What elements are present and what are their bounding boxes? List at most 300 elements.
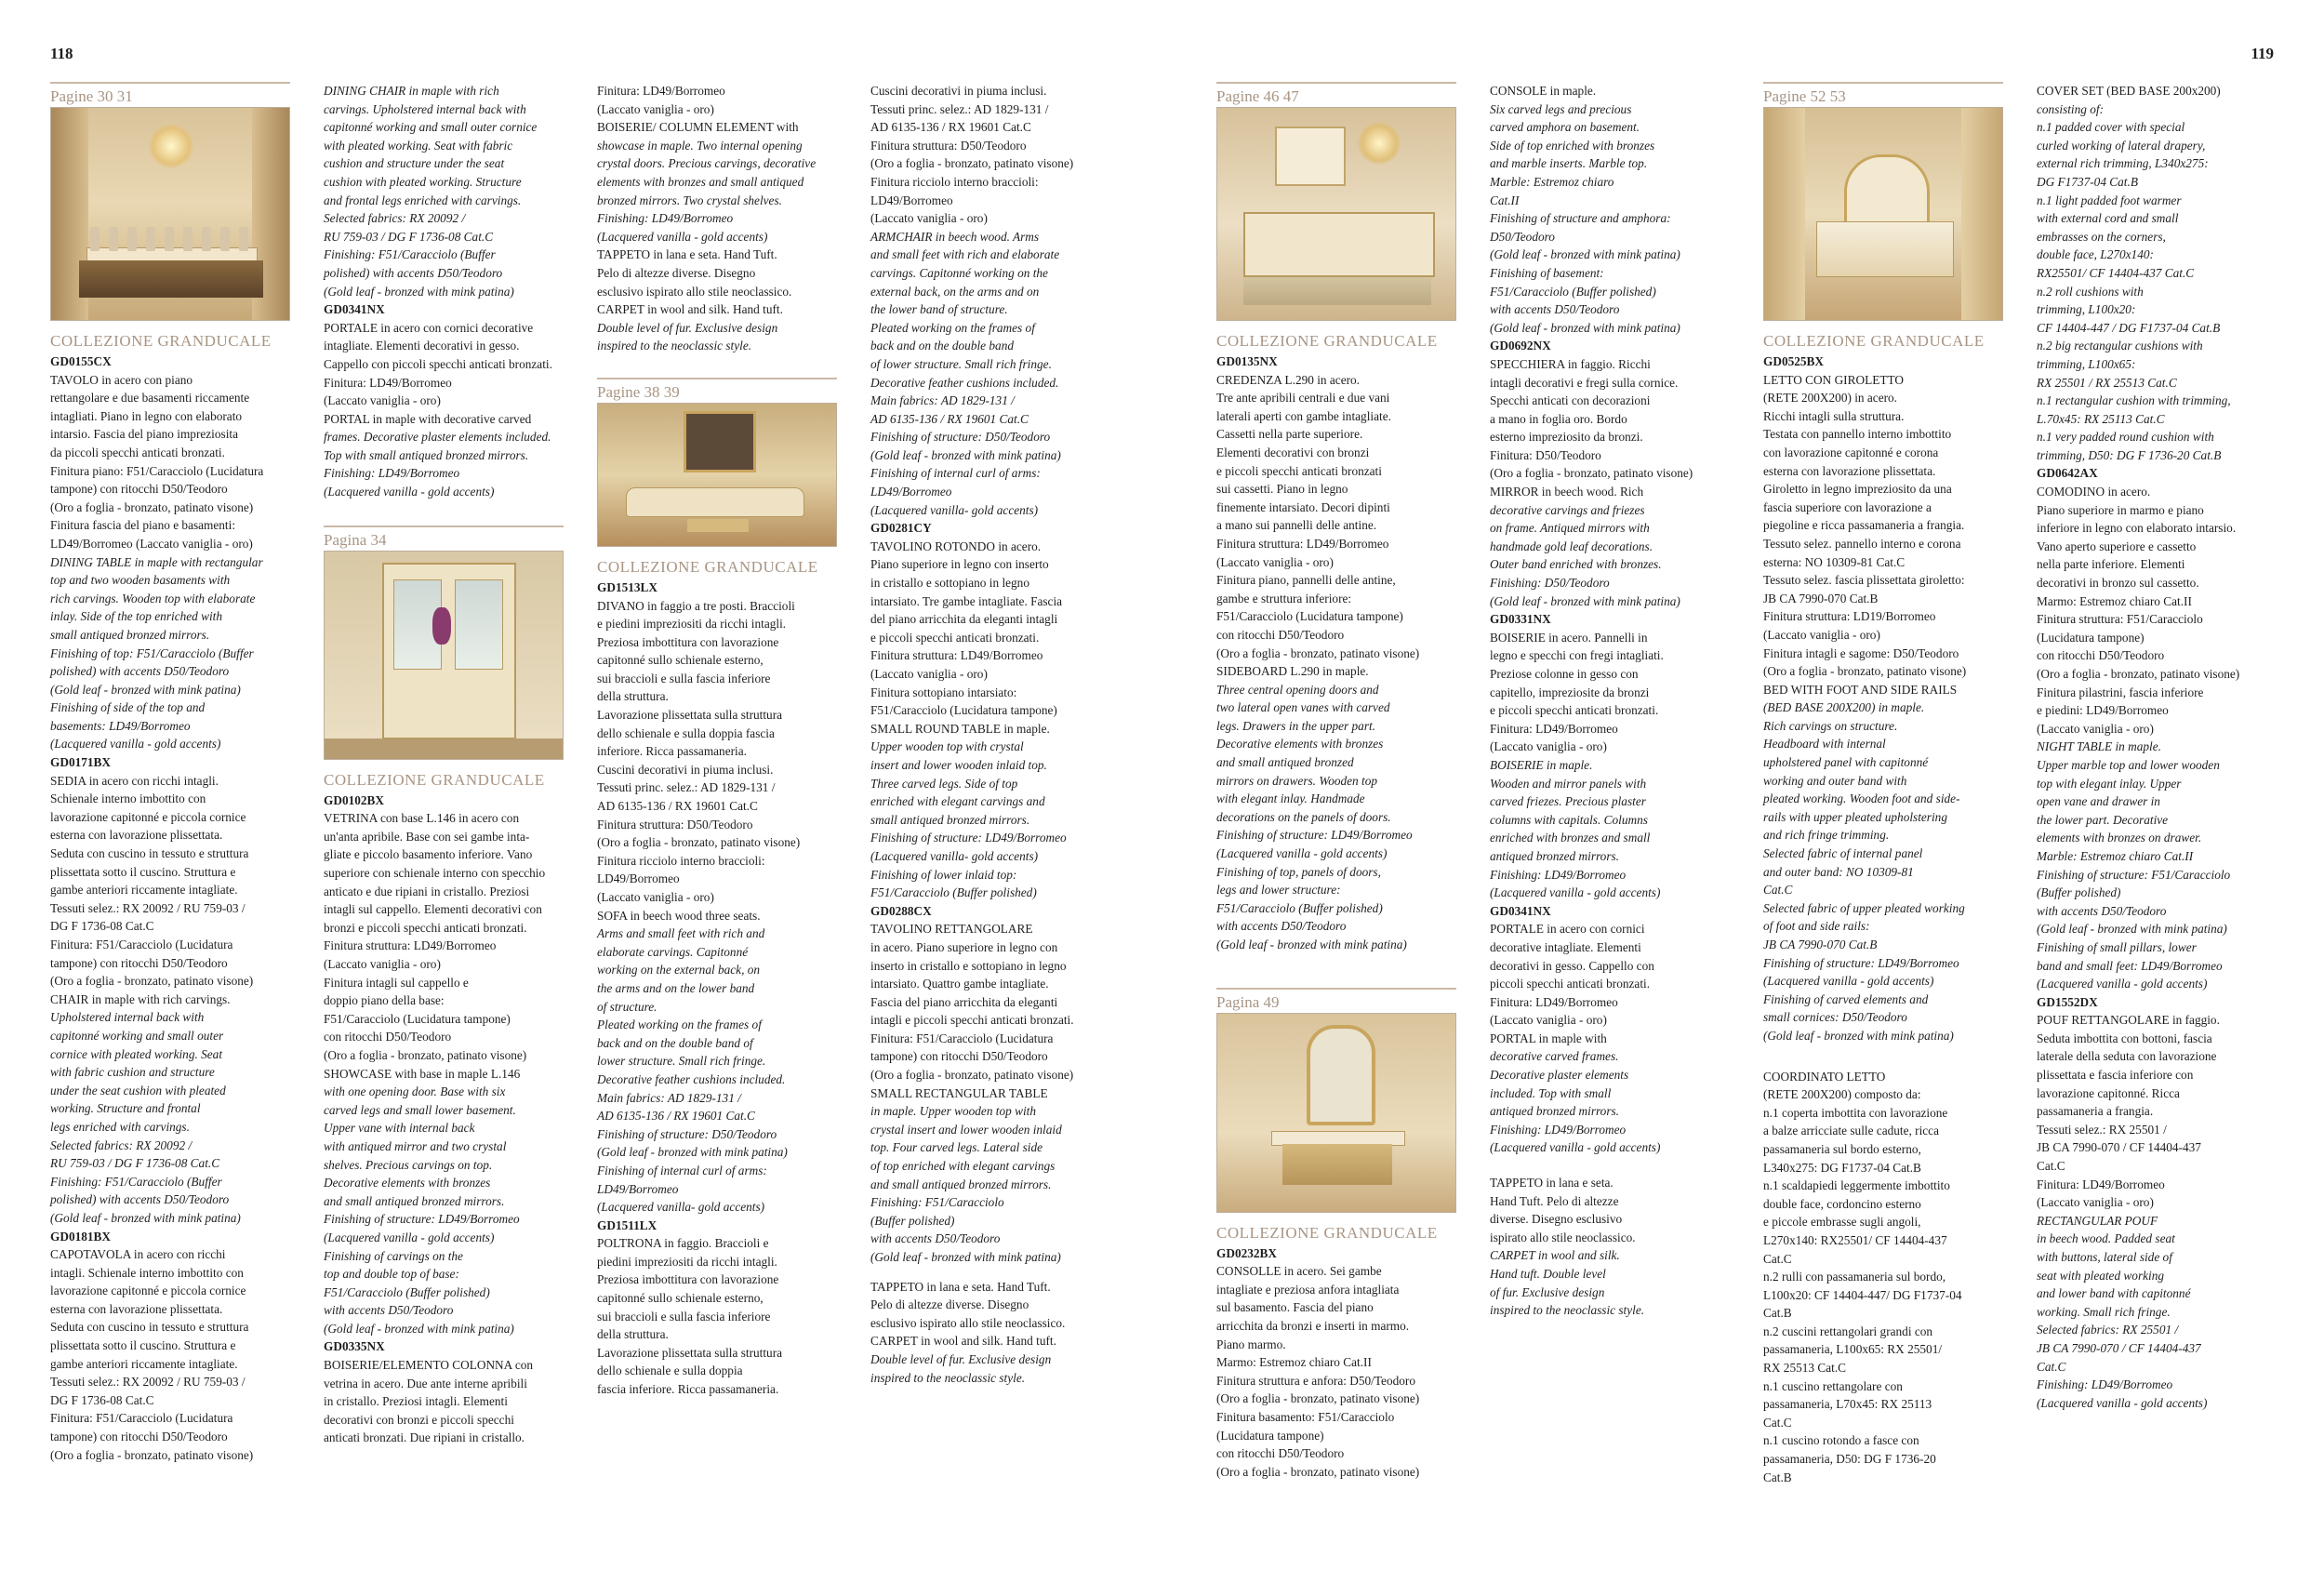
columns.2.blocks.10.lines-line: the arms and on the lower band bbox=[597, 980, 755, 995]
columns.4.blocks.11.lines-line: (Oro a foglia - bronzato, patinato visone) bbox=[1216, 1464, 1420, 1479]
product-code: GD0135NX bbox=[1216, 354, 1278, 368]
columns.1.blocks.10.lines-line: Decorative elements with bronzes bbox=[324, 1176, 491, 1191]
columns.0.blocks.5.lines-line: Finishing of side of the top and bbox=[50, 700, 206, 715]
product-code: GD0288CX bbox=[870, 903, 932, 918]
columns.0.blocks.5.lines-line: (Gold leaf - bronzed with mink patina) bbox=[50, 682, 241, 697]
columns.2.blocks.10.lines-line: Finishing of internal curl of arms: bbox=[597, 1163, 767, 1177]
columns.6.blocks.5.lines-line: rails with upper pleated upholstering bbox=[1763, 809, 1947, 824]
page-reference-heading: Pagine 46 47 bbox=[1216, 82, 1456, 107]
columns.1.blocks.9.lines-line: bronzi e piccoli specchi anticati bronzati. bbox=[324, 920, 527, 935]
column-8 bbox=[2037, 82, 2277, 1412]
columns.7.blocks.1.lines-line: with external cord and small bbox=[2037, 211, 2179, 226]
furniture-photo-vitrine bbox=[324, 551, 564, 760]
columns.7.blocks.1.lines-line: n.1 padded cover with special bbox=[2037, 120, 2185, 135]
english-description bbox=[2037, 738, 2277, 992]
columns.6.blocks.5.lines-line: (BED BASE 200X200) in maple. bbox=[1763, 700, 1925, 715]
columns.5.blocks.13.lines-line: CARPET in wool and silk. bbox=[1490, 1248, 1620, 1263]
columns.2.blocks.9.lines-line: Tessuti princ. selez.: AD 1829-131 / bbox=[597, 780, 776, 795]
columns.1.blocks.10.lines-line: Upper vane with internal back bbox=[324, 1121, 475, 1136]
columns.6.blocks.7.lines-line: passamaneria, L100x65: RX 25501/ bbox=[1763, 1342, 1943, 1357]
spacer bbox=[1216, 954, 1456, 988]
columns.7.blocks.7.lines-line: Finishing: LD49/Borromeo bbox=[2037, 1377, 2173, 1392]
columns.1.blocks.9.lines-line: un'anta apribile. Base con sei gambe inta- bbox=[324, 829, 530, 844]
columns.3.blocks.0.lines-line: Tessuti princ. selez.: AD 1829-131 / bbox=[870, 101, 1049, 116]
columns.3.blocks.3.lines-line: intarsiato. Tre gambe intagliate. Fascia bbox=[870, 593, 1063, 608]
columns.0.blocks.8.lines-line: capitonné working and small outer bbox=[50, 1028, 224, 1043]
columns.3.blocks.1.lines-line: LD49/Borromeo bbox=[870, 485, 952, 499]
columns.7.blocks.1.lines-line: double face, L270x140: bbox=[2037, 247, 2154, 262]
italian-description bbox=[324, 1356, 564, 1447]
italian-description bbox=[870, 82, 1110, 228]
columns.7.blocks.7.lines-line: Selected fabrics: RX 25501 / bbox=[2037, 1323, 2179, 1337]
columns.6.blocks.7.lines-line: double face, cordoncino esterno bbox=[1763, 1196, 1921, 1211]
columns.2.blocks.9.lines-line: LD49/Borromeo bbox=[597, 871, 680, 886]
columns.1.blocks.2.lines-line: PORTALE in acero con cornici decorative bbox=[324, 320, 534, 335]
columns.3.blocks.9.lines-line: esclusivo ispirato allo stile neoclassico. bbox=[870, 1315, 1066, 1330]
columns.3.blocks.3.lines-line: TAVOLINO ROTONDO in acero. bbox=[870, 539, 1042, 553]
columns.0.blocks.8.lines-line: with fabric cushion and structure bbox=[50, 1065, 215, 1080]
columns.1.blocks.9.lines-line: F51/Caracciolo (Lucidatura tampone) bbox=[324, 1011, 511, 1026]
columns.6.blocks.4.lines-line: BED WITH FOOT AND SIDE RAILS bbox=[1763, 682, 1958, 697]
columns.5.blocks.3.lines-line: (Oro a foglia - bronzato, patinato visone) bbox=[1490, 466, 1693, 481]
columns.4.blocks.4.lines-line: laterali aperti con gambe intagliate. bbox=[1216, 408, 1391, 423]
page-reference-heading: Pagine 30 31 bbox=[50, 82, 290, 107]
columns.5.blocks.7.lines-line: Wooden and mirror panels with bbox=[1490, 776, 1647, 791]
columns.2.blocks.2.lines-line: Pelo di altezze diverse. Disegno bbox=[597, 265, 756, 280]
columns.6.blocks.4.lines-line: Giroletto in legno impreziosito da una bbox=[1763, 482, 1952, 497]
columns.3.blocks.1.lines-line: AD 6135-136 / RX 19601 Cat.C bbox=[870, 411, 1029, 426]
columns.6.blocks.5.lines-line: Cat.C bbox=[1763, 883, 1793, 898]
columns.1.blocks.10.lines-line: with accents D50/Teodoro bbox=[324, 1303, 454, 1318]
columns.0.blocks.10.lines-line: gambe anteriori riccamente intagliate. bbox=[50, 1356, 238, 1371]
columns.4.blocks.5.lines-line: (Lacquered vanilla - gold accents) bbox=[1216, 846, 1388, 861]
columns.0.blocks.10.lines-line: (Oro a foglia - bronzato, patinato visone) bbox=[50, 1447, 254, 1462]
columns.7.blocks.1.lines-line: n.1 rectangular cushion with trimming, bbox=[2037, 393, 2231, 408]
columns.3.blocks.3.lines-line: Piano superiore in legno con inserto bbox=[870, 557, 1049, 572]
columns.5.blocks.6.lines-line: legno e specchi con fregi intagliati. bbox=[1490, 648, 1664, 663]
italian-description bbox=[1490, 629, 1730, 756]
product-code: GD0171BX bbox=[50, 755, 112, 770]
columns.6.blocks.7.lines-line: L100x20: CF 14404-447/ DG F1737-04 bbox=[1763, 1287, 1962, 1302]
columns.0.blocks.4.lines-line: rettangolare e due basamenti riccamente bbox=[50, 391, 250, 406]
columns.7.blocks.6.lines-line: plissettata e fascia inferiore con bbox=[2037, 1068, 2194, 1083]
columns.2.blocks.12.lines-line: dello schienale e sulla doppia bbox=[597, 1364, 743, 1378]
columns.2.blocks.9.lines-line: SOFA in beech wood three seats. bbox=[597, 908, 761, 923]
columns.3.blocks.0.lines-line: AD 6135-136 / RX 19601 Cat.C bbox=[870, 120, 1031, 135]
product-code: GD0341NX bbox=[1490, 903, 1551, 918]
columns.7.blocks.1.lines-line: RX25501/ CF 14404-437 Cat.C bbox=[2037, 265, 2195, 280]
columns.0.blocks.7.lines-line: lavorazione capitonné e piccola cornice bbox=[50, 809, 246, 824]
columns.2.blocks.10.lines-line: Pleated working on the frames of bbox=[597, 1018, 762, 1032]
columns.3.blocks.9.lines-line: Pelo di altezze diverse. Disegno bbox=[870, 1297, 1029, 1312]
product-code: GD0331NX bbox=[1490, 612, 1551, 627]
columns.7.blocks.3.lines-line: (Lucidatura tampone) bbox=[2037, 630, 2145, 645]
columns.3.blocks.1.lines-line: Finishing of structure: D50/Teodoro bbox=[870, 430, 1051, 445]
columns.1.blocks.12.lines-line: vetrina in acero. Due ante interne apribili bbox=[324, 1376, 527, 1390]
columns.6.blocks.4.lines-line: Testata con pannello interno imbottito bbox=[1763, 427, 1952, 442]
columns.2.blocks.9.lines-line: Cuscini decorativi in piuma inclusi. bbox=[597, 762, 774, 777]
columns.7.blocks.1.lines-line: n.2 big rectangular cushions with bbox=[2037, 339, 2203, 353]
columns.0.blocks.4.lines-line: Finitura piano: F51/Caracciolo (Lucidatura bbox=[50, 463, 264, 478]
columns.1.blocks.3.lines-line: (Lacquered vanilla - gold accents) bbox=[324, 485, 495, 499]
columns.3.blocks.1.lines-line: (Gold leaf - bronzed with mink patina) bbox=[870, 447, 1061, 462]
columns.6.blocks.4.lines-line: JB CA 7990-070 Cat.B bbox=[1763, 591, 1879, 605]
columns.2.blocks.2.lines-line: TAPPETO in lana e seta. Hand Tuft. bbox=[597, 247, 777, 262]
columns.3.blocks.7.lines-line: in maple. Upper wooden top with bbox=[870, 1104, 1037, 1119]
columns.6.blocks.5.lines-line: Selected fabric of upper pleated working bbox=[1763, 900, 1965, 915]
columns.6.blocks.7.lines-line: Cat.B bbox=[1763, 1470, 1792, 1484]
columns.6.blocks.5.lines-line: Headboard with internal bbox=[1763, 737, 1886, 752]
columns.4.blocks.5.lines-line: two lateral open vanes with carved bbox=[1216, 700, 1390, 715]
columns.3.blocks.4.lines-line: Finishing of structure: LD49/Borromeo bbox=[870, 831, 1067, 845]
columns.2.blocks.9.lines-line: capitonné sullo schienale esterno, bbox=[597, 653, 764, 668]
columns.2.blocks.3.lines-line: Double level of fur. Exclusive design bbox=[597, 320, 778, 335]
columns.6.blocks.5.lines-line: Finishing of structure: LD49/Borromeo bbox=[1763, 955, 1959, 970]
columns.4.blocks.11.lines-line: Piano marmo. bbox=[1216, 1337, 1286, 1351]
columns.5.blocks.1.lines-line: and marble inserts. Marble top. bbox=[1490, 156, 1648, 171]
columns.5.blocks.3.lines-line: Finitura: D50/Teodoro bbox=[1490, 447, 1601, 462]
page-reference-heading: Pagina 49 bbox=[1216, 988, 1456, 1013]
columns.1.blocks.0.lines-line: and frontal legs enriched with carvings. bbox=[324, 193, 522, 207]
columns.3.blocks.0.lines-line: LD49/Borromeo bbox=[870, 193, 953, 207]
columns.5.blocks.3.lines-line: a mano in foglia oro. Bordo bbox=[1490, 411, 1627, 426]
columns.3.blocks.4.lines-line: enriched with elegant carvings and bbox=[870, 794, 1045, 809]
columns.6.blocks.7.lines-line: Cat.C bbox=[1763, 1415, 1792, 1430]
italian-description bbox=[870, 538, 1110, 738]
columns.5.blocks.12.lines-line: ispirato allo stile neoclassico. bbox=[1490, 1230, 1636, 1244]
columns.3.blocks.1.lines-line: external back, on the arms and on bbox=[870, 284, 1040, 299]
columns.4.blocks.11.lines-line: (Lucidatura tampone) bbox=[1216, 1428, 1324, 1443]
columns.0.blocks.5.lines-line: polished) with accents D50/Teodoro bbox=[50, 664, 230, 679]
columns.0.blocks.10.lines-line: CAPOTAVOLA in acero con ricchi bbox=[50, 1247, 226, 1262]
english-description bbox=[1216, 681, 1456, 954]
columns.2.blocks.10.lines-line: AD 6135-136 / RX 19601 Cat.C bbox=[597, 1109, 755, 1124]
columns.2.blocks.12.lines-line: Lavorazione plissettata sulla struttura bbox=[597, 1345, 783, 1360]
columns.1.blocks.10.lines-line: Finishing of structure: LD49/Borromeo bbox=[324, 1212, 520, 1227]
columns.0.blocks.4.lines-line: tampone) con ritocchi D50/Teodoro bbox=[50, 482, 228, 497]
columns.6.blocks.7.lines-line: n.1 cuscino rettangolare con bbox=[1763, 1378, 1903, 1393]
columns.7.blocks.3.lines-line: Vano aperto superiore e cassetto bbox=[2037, 539, 2197, 553]
columns.0.blocks.4.lines-line: intagliati. Piano in legno con elaborato bbox=[50, 408, 243, 423]
columns.1.blocks.0.lines-line: carvings. Upholstered internal back with bbox=[324, 101, 526, 116]
columns.3.blocks.0.lines-line: Finitura ricciolo interno braccioli: bbox=[870, 174, 1039, 189]
columns.5.blocks.4.lines-line: on frame. Antiqued mirrors with bbox=[1490, 521, 1650, 536]
columns.4.blocks.5.lines-line: legs. Drawers in the upper part. bbox=[1216, 718, 1376, 733]
columns.0.blocks.8.lines-line: (Gold leaf - bronzed with mink patina) bbox=[50, 1210, 241, 1225]
columns.7.blocks.6.lines-line: passamaneria a frangia. bbox=[2037, 1104, 2154, 1119]
page-number-right: 119 bbox=[2251, 45, 2274, 62]
columns.3.blocks.6.lines-line: tampone) con ritocchi D50/Teodoro bbox=[870, 1049, 1048, 1064]
italian-description bbox=[870, 1278, 1110, 1350]
columns.5.blocks.7.lines-line: Finishing: LD49/Borromeo bbox=[1490, 867, 1627, 882]
columns.1.blocks.0.lines-line: capitonné working and small outer cornice bbox=[324, 120, 538, 135]
columns.5.blocks.3.lines-line: SPECCHIERA in faggio. Ricchi bbox=[1490, 356, 1651, 371]
columns.2.blocks.10.lines-line: LD49/Borromeo bbox=[597, 1181, 679, 1196]
columns.7.blocks.7.lines-line: in beech wood. Padded seat bbox=[2037, 1231, 2175, 1246]
columns.2.blocks.10.lines-line: lower structure. Small rich fringe. bbox=[597, 1054, 766, 1069]
columns.1.blocks.9.lines-line: gliate e piccolo basamento inferiore. Vano bbox=[324, 847, 533, 862]
columns.4.blocks.4.lines-line: finemente intarsiato. Decori dipinti bbox=[1216, 499, 1390, 514]
columns.2.blocks.9.lines-line: DIVANO in faggio a tre posti. Braccioli bbox=[597, 598, 795, 613]
italian-description bbox=[2037, 82, 2277, 100]
collection-title: COLLEZIONE GRANDUCALE bbox=[1763, 332, 1985, 350]
columns.3.blocks.9.lines-line: CARPET in wool and silk. Hand tuft. bbox=[870, 1334, 1056, 1349]
columns.2.blocks.0.lines-line: (Laccato vaniglia - oro) bbox=[597, 101, 714, 116]
columns.5.blocks.6.lines-line: BOISERIE in acero. Pannelli in bbox=[1490, 630, 1648, 645]
columns.0.blocks.4.lines-line: LD49/Borromeo (Laccato vaniglia - oro) bbox=[50, 536, 253, 551]
columns.7.blocks.3.lines-line: nella parte inferiore. Elementi bbox=[2037, 557, 2185, 572]
columns.5.blocks.6.lines-line: Finitura: LD49/Borromeo bbox=[1490, 721, 1618, 736]
columns.7.blocks.6.lines-line: lavorazione capitonné. Ricca bbox=[2037, 1085, 2180, 1100]
columns.7.blocks.4.lines-line: (Buffer polished) bbox=[2037, 885, 2121, 900]
columns.3.blocks.0.lines-line: Cuscini decorativi in piuma inclusi. bbox=[870, 84, 1047, 98]
columns.1.blocks.10.lines-line: and small antiqued bronzed mirrors. bbox=[324, 1193, 505, 1208]
columns.7.blocks.6.lines-line: JB CA 7990-070 / CF 14404-437 bbox=[2037, 1140, 2201, 1155]
collection-title: COLLEZIONE GRANDUCALE bbox=[1216, 332, 1438, 350]
english-description bbox=[870, 228, 1110, 520]
columns.1.blocks.2.lines-line: (Laccato vaniglia - oro) bbox=[324, 393, 441, 408]
columns.3.blocks.6.lines-line: (Oro a foglia - bronzato, patinato visone) bbox=[870, 1068, 1074, 1083]
columns.3.blocks.6.lines-line: TAVOLINO RETTANGOLARE bbox=[870, 922, 1033, 937]
columns.0.blocks.10.lines-line: lavorazione capitonné e piccola cornice bbox=[50, 1284, 246, 1298]
columns.3.blocks.4.lines-line: insert and lower wooden inlaid top. bbox=[870, 757, 1047, 772]
columns.4.blocks.4.lines-line: e piccoli specchi anticati bronzati bbox=[1216, 463, 1382, 478]
columns.0.blocks.7.lines-line: Finitura: F51/Caracciolo (Lucidatura bbox=[50, 938, 233, 951]
product-code: GD0642AX bbox=[2037, 466, 2098, 481]
columns.5.blocks.1.lines-line: Finishing of structure and amphora: bbox=[1490, 211, 1671, 226]
columns.1.blocks.9.lines-line: Finitura struttura: LD49/Borromeo bbox=[324, 938, 497, 953]
product-code: GD0692NX bbox=[1490, 339, 1551, 353]
product-code: GD0181BX bbox=[50, 1229, 112, 1244]
columns.2.blocks.1.lines-line: (Lacquered vanilla - gold accents) bbox=[597, 229, 768, 244]
english-description bbox=[1490, 100, 1730, 338]
columns.1.blocks.0.lines-line: polished) with accents D50/Teodoro bbox=[324, 265, 503, 280]
columns.5.blocks.3.lines-line: MIRROR in beech wood. Rich bbox=[1490, 485, 1644, 499]
columns.0.blocks.5.lines-line: basements: LD49/Borromeo bbox=[50, 718, 191, 733]
columns.6.blocks.7.lines-line: n.2 cuscini rettangolari grandi con bbox=[1763, 1324, 1933, 1338]
columns.5.blocks.6.lines-line: e piccoli specchi anticati bronzati. bbox=[1490, 703, 1659, 718]
english-description bbox=[597, 137, 837, 246]
product-code: GD0525BX bbox=[1763, 354, 1825, 368]
italian-description bbox=[597, 597, 837, 925]
columns.7.blocks.3.lines-line: con ritocchi D50/Teodoro bbox=[2037, 648, 2165, 663]
columns.3.blocks.6.lines-line: intarsiato. Quattro gambe intagliate. bbox=[870, 977, 1049, 991]
italian-description bbox=[324, 319, 564, 429]
columns.3.blocks.9.lines-line: TAPPETO in lana e seta. Hand Tuft. bbox=[870, 1279, 1051, 1294]
columns.4.blocks.5.lines-line: F51/Caracciolo (Buffer polished) bbox=[1216, 900, 1383, 915]
columns.5.blocks.10.lines-line: Finishing: LD49/Borromeo bbox=[1490, 1122, 1627, 1137]
columns.6.blocks.5.lines-line: (Lacquered vanilla - gold accents) bbox=[1763, 974, 1934, 989]
columns.0.blocks.7.lines-line: gambe anteriori riccamente intagliate. bbox=[50, 883, 238, 898]
columns.4.blocks.11.lines-line: CONSOLLE in acero. Sei gambe bbox=[1216, 1264, 1382, 1279]
columns.7.blocks.6.lines-line: Tessuti selez.: RX 25501 / bbox=[2037, 1122, 2167, 1137]
columns.3.blocks.6.lines-line: in acero. Piano superiore in legno con bbox=[870, 939, 1058, 954]
columns.5.blocks.4.lines-line: (Gold leaf - bronzed with mink patina) bbox=[1490, 593, 1680, 608]
columns.6.blocks.4.lines-line: Tessuto selez. fascia plissettata giroletto: bbox=[1763, 573, 1965, 588]
columns.2.blocks.12.lines-line: Preziosa imbottitura con lavorazione bbox=[597, 1272, 779, 1287]
columns.5.blocks.4.lines-line: decorative carvings and friezes bbox=[1490, 502, 1645, 517]
columns.5.blocks.3.lines-line: esterno impreziosito da bronzi. bbox=[1490, 430, 1643, 445]
columns.3.blocks.6.lines-line: intagli e piccoli specchi anticati bronzati. bbox=[870, 1013, 1074, 1028]
columns.4.blocks.11.lines-line: Finitura basamento: F51/Caracciolo bbox=[1216, 1409, 1395, 1424]
columns.6.blocks.7.lines-line: L270x140: RX25501/ CF 14404-437 bbox=[1763, 1232, 1947, 1247]
columns.7.blocks.4.lines-line: (Gold leaf - bronzed with mink patina) bbox=[2037, 922, 2227, 937]
columns.3.blocks.6.lines-line: Finitura: F51/Caracciolo (Lucidatura bbox=[870, 1031, 1054, 1045]
columns.3.blocks.1.lines-line: the lower band of structure. bbox=[870, 302, 1008, 317]
columns.5.blocks.12.lines-line: Hand Tuft. Pelo di altezze bbox=[1490, 1193, 1619, 1208]
columns.1.blocks.0.lines-line: Selected fabrics: RX 20092 / bbox=[324, 211, 466, 226]
columns.4.blocks.4.lines-line: con ritocchi D50/Teodoro bbox=[1216, 627, 1345, 642]
columns.0.blocks.7.lines-line: tampone) con ritocchi D50/Teodoro bbox=[50, 955, 228, 970]
columns.1.blocks.10.lines-line: Finishing of carvings on the bbox=[324, 1248, 463, 1263]
columns.2.blocks.10.lines-line: Finishing of structure: D50/Teodoro bbox=[597, 1126, 777, 1141]
column-7 bbox=[1763, 82, 2003, 1486]
column-3 bbox=[597, 82, 837, 1399]
columns.0.blocks.7.lines-line: plissettata sotto il cuscino. Struttura e bbox=[50, 864, 236, 879]
italian-description bbox=[2037, 1011, 2277, 1212]
columns.3.blocks.0.lines-line: (Laccato vaniglia - oro) bbox=[870, 211, 988, 226]
italian-description bbox=[870, 920, 1110, 1102]
column-4 bbox=[870, 82, 1110, 1387]
columns.1.blocks.2.lines-line: Finitura: LD49/Borromeo bbox=[324, 375, 452, 390]
columns.1.blocks.9.lines-line: (Oro a foglia - bronzato, patinato visone) bbox=[324, 1047, 527, 1062]
columns.2.blocks.9.lines-line: (Oro a foglia - bronzato, patinato visone) bbox=[597, 835, 801, 850]
columns.5.blocks.7.lines-line: antiqued bronzed mirrors. bbox=[1490, 848, 1620, 863]
columns.5.blocks.9.lines-line: decorative intagliate. Elementi bbox=[1490, 939, 1641, 954]
columns.5.blocks.6.lines-line: capitello, impreziosite da bronzi bbox=[1490, 685, 1650, 699]
english-description bbox=[1490, 1246, 1730, 1319]
columns.2.blocks.1.lines-line: Finishing: LD49/Borromeo bbox=[597, 211, 734, 226]
columns.2.blocks.9.lines-line: e piedini impreziositi da ricchi intagli. bbox=[597, 617, 787, 632]
columns.7.blocks.6.lines-line: laterale della seduta con lavorazione bbox=[2037, 1049, 2217, 1064]
columns.5.blocks.9.lines-line: PORTAL in maple with bbox=[1490, 1031, 1607, 1045]
columns.3.blocks.3.lines-line: SMALL ROUND TABLE in maple. bbox=[870, 721, 1050, 736]
columns.1.blocks.10.lines-line: F51/Caracciolo (Buffer polished) bbox=[324, 1284, 490, 1299]
columns.4.blocks.5.lines-line: mirrors on drawers. Wooden top bbox=[1216, 773, 1378, 788]
product-code: GD1552DX bbox=[2037, 994, 2098, 1009]
columns.6.blocks.5.lines-line: small cornices: D50/Teodoro bbox=[1763, 1010, 1907, 1025]
columns.7.blocks.4.lines-line: band and small feet: LD49/Borromeo bbox=[2037, 958, 2223, 973]
columns.4.blocks.5.lines-line: legs and lower structure: bbox=[1216, 883, 1341, 898]
page-reference-heading: Pagine 38 39 bbox=[597, 378, 837, 403]
columns.7.blocks.4.lines-line: the lower part. Decorative bbox=[2037, 812, 2169, 827]
columns.3.blocks.0.lines-line: Finitura struttura: D50/Teodoro bbox=[870, 138, 1027, 153]
columns.7.blocks.1.lines-line: embrasses on the corners, bbox=[2037, 229, 2166, 244]
columns.6.blocks.7.lines-line: passamaneria sul bordo esterno, bbox=[1763, 1141, 1921, 1156]
columns.2.blocks.9.lines-line: dello schienale e sulla doppia fascia bbox=[597, 725, 775, 740]
column-5 bbox=[1216, 82, 1456, 1481]
columns.7.blocks.7.lines-line: and lower band with capitonné bbox=[2037, 1286, 2191, 1301]
columns.5.blocks.1.lines-line: with accents D50/Teodoro bbox=[1490, 302, 1620, 317]
columns.1.blocks.10.lines-line: with antiqued mirror and two crystal bbox=[324, 1138, 507, 1153]
english-description bbox=[2037, 1212, 2277, 1413]
columns.6.blocks.7.lines-line: n.1 coperta imbottita con lavorazione bbox=[1763, 1105, 1948, 1120]
columns.3.blocks.4.lines-line: Finishing of lower inlaid top: bbox=[870, 867, 1017, 882]
columns.7.blocks.4.lines-line: Finishing of structure: F51/Caracciolo bbox=[2037, 867, 2231, 882]
columns.7.blocks.3.lines-line: decorativi in bronzo sul cassetto. bbox=[2037, 576, 2199, 591]
columns.3.blocks.4.lines-line: small antiqued bronzed mirrors. bbox=[870, 812, 1030, 827]
columns.3.blocks.1.lines-line: carvings. Capitonné working on the bbox=[870, 265, 1048, 280]
columns.6.blocks.7.lines-line: L340x275: DG F1737-04 Cat.B bbox=[1763, 1160, 1921, 1175]
columns.4.blocks.5.lines-line: Finishing of structure: LD49/Borromeo bbox=[1216, 828, 1413, 843]
columns.4.blocks.4.lines-line: Cassetti nella parte superiore. bbox=[1216, 427, 1363, 442]
columns.6.blocks.4.lines-line: (Oro a foglia - bronzato, patinato visone) bbox=[1763, 664, 1967, 679]
columns.0.blocks.5.lines-line: small antiqued bronzed mirrors. bbox=[50, 627, 210, 642]
columns.3.blocks.4.lines-line: Upper wooden top with crystal bbox=[870, 739, 1024, 754]
spacer bbox=[324, 501, 564, 525]
columns.7.blocks.1.lines-line: trimming, L100x20: bbox=[2037, 302, 2136, 317]
columns.7.blocks.3.lines-line: inferiore in legno con elaborato intarsio. bbox=[2037, 521, 2237, 536]
columns.7.blocks.4.lines-line: Upper marble top and lower wooden bbox=[2037, 757, 2220, 772]
columns.2.blocks.10.lines-line: back and on the double band of bbox=[597, 1035, 753, 1050]
columns.6.blocks.7.lines-line: a balze arricciate sulle cadute, ricca bbox=[1763, 1124, 1939, 1138]
columns.6.blocks.7.lines-line: Cat.C bbox=[1763, 1251, 1792, 1266]
columns.1.blocks.10.lines-line: top and double top of base: bbox=[324, 1267, 459, 1282]
columns.6.blocks.5.lines-line: JB CA 7990-070 Cat.B bbox=[1763, 938, 1878, 951]
product-code: GD1513LX bbox=[597, 579, 658, 594]
columns.1.blocks.9.lines-line: SHOWCASE with base in maple L.146 bbox=[324, 1066, 521, 1081]
columns.6.blocks.7.lines-line: (RETE 200X200) composto da: bbox=[1763, 1087, 1921, 1102]
columns.6.blocks.5.lines-line: Finishing of carved elements and bbox=[1763, 991, 1929, 1006]
italian-description bbox=[1490, 82, 1730, 100]
columns.0.blocks.7.lines-line: CHAIR in maple with rich carvings. bbox=[50, 991, 231, 1006]
columns.5.blocks.4.lines-line: Outer band enriched with bronzes. bbox=[1490, 557, 1662, 572]
columns.1.blocks.0.lines-line: (Gold leaf - bronzed with mink patina) bbox=[324, 284, 514, 299]
english-description bbox=[1490, 756, 1730, 902]
columns.3.blocks.3.lines-line: F51/Caracciolo (Lucidatura tampone) bbox=[870, 703, 1057, 718]
columns.7.blocks.4.lines-line: open vane and drawer in bbox=[2037, 794, 2160, 809]
columns.4.blocks.11.lines-line: Marmo: Estremoz chiaro Cat.II bbox=[1216, 1355, 1372, 1370]
columns.3.blocks.1.lines-line: ARMCHAIR in beech wood. Arms bbox=[870, 229, 1040, 244]
columns.4.blocks.4.lines-line: sui cassetti. Piano in legno bbox=[1216, 482, 1348, 497]
english-description bbox=[870, 1350, 1110, 1387]
columns.2.blocks.1.lines-line: showcase in maple. Two internal opening bbox=[597, 138, 803, 153]
columns.4.blocks.11.lines-line: intagliate e preziosa anfora intagliata bbox=[1216, 1282, 1400, 1297]
columns.4.blocks.11.lines-line: con ritocchi D50/Teodoro bbox=[1216, 1446, 1345, 1461]
columns.4.blocks.4.lines-line: SIDEBOARD L.290 in maple. bbox=[1216, 664, 1369, 679]
columns.0.blocks.5.lines-line: rich carvings. Wooden top with elaborate bbox=[50, 591, 256, 605]
columns.2.blocks.12.lines-line: POLTRONA in faggio. Braccioli e bbox=[597, 1236, 769, 1251]
columns.3.blocks.3.lines-line: e piccoli specchi anticati bronzati. bbox=[870, 630, 1040, 645]
english-description bbox=[1490, 1047, 1730, 1157]
columns.5.blocks.0.lines-line: CONSOLE in maple. bbox=[1490, 84, 1597, 98]
columns.7.blocks.7.lines-line: working. Small rich fringe. bbox=[2037, 1304, 2171, 1319]
columns.7.blocks.3.lines-line: Finitura pilastrini, fascia inferiore bbox=[2037, 685, 2204, 699]
columns.6.blocks.4.lines-line: Finitura struttura: LD19/Borromeo bbox=[1763, 609, 1936, 624]
columns.7.blocks.4.lines-line: top with elegant inlay. Upper bbox=[2037, 776, 2182, 791]
columns.5.blocks.7.lines-line: enriched with bronzes and small bbox=[1490, 831, 1651, 845]
furniture-photo-bedroom bbox=[1763, 107, 2003, 321]
columns.5.blocks.9.lines-line: Finitura: LD49/Borromeo bbox=[1490, 994, 1618, 1009]
columns.7.blocks.1.lines-line: trimming, L100x65: bbox=[2037, 356, 2136, 371]
columns.2.blocks.12.lines-line: della struttura. bbox=[597, 1327, 669, 1342]
column-2 bbox=[324, 82, 564, 1447]
columns.2.blocks.9.lines-line: Finitura struttura: D50/Teodoro bbox=[597, 817, 753, 831]
columns.7.blocks.3.lines-line: (Laccato vaniglia - oro) bbox=[2037, 721, 2154, 736]
columns.5.blocks.1.lines-line: Finishing of basement: bbox=[1490, 265, 1604, 280]
columns.7.blocks.4.lines-line: elements with bronzes on drawer. bbox=[2037, 831, 2202, 845]
page-reference-heading: Pagine 52 53 bbox=[1763, 82, 2003, 107]
columns.1.blocks.0.lines-line: cushion and structure under the seat bbox=[324, 156, 505, 171]
columns.0.blocks.4.lines-line: da piccoli specchi anticati bronzati. bbox=[50, 445, 225, 459]
columns.2.blocks.10.lines-line: elaborate carvings. Capitonné bbox=[597, 944, 749, 959]
columns.5.blocks.7.lines-line: (Lacquered vanilla - gold accents) bbox=[1490, 885, 1661, 900]
columns.0.blocks.8.lines-line: legs enriched with carvings. bbox=[50, 1119, 190, 1134]
columns.3.blocks.10.lines-line: Double level of fur. Exclusive design bbox=[870, 1351, 1052, 1366]
columns.0.blocks.8.lines-line: Finishing: F51/Caracciolo (Buffer bbox=[50, 1174, 222, 1189]
english-description bbox=[324, 82, 564, 300]
columns.1.blocks.9.lines-line: VETRINA con base L.146 in acero con bbox=[324, 811, 520, 826]
